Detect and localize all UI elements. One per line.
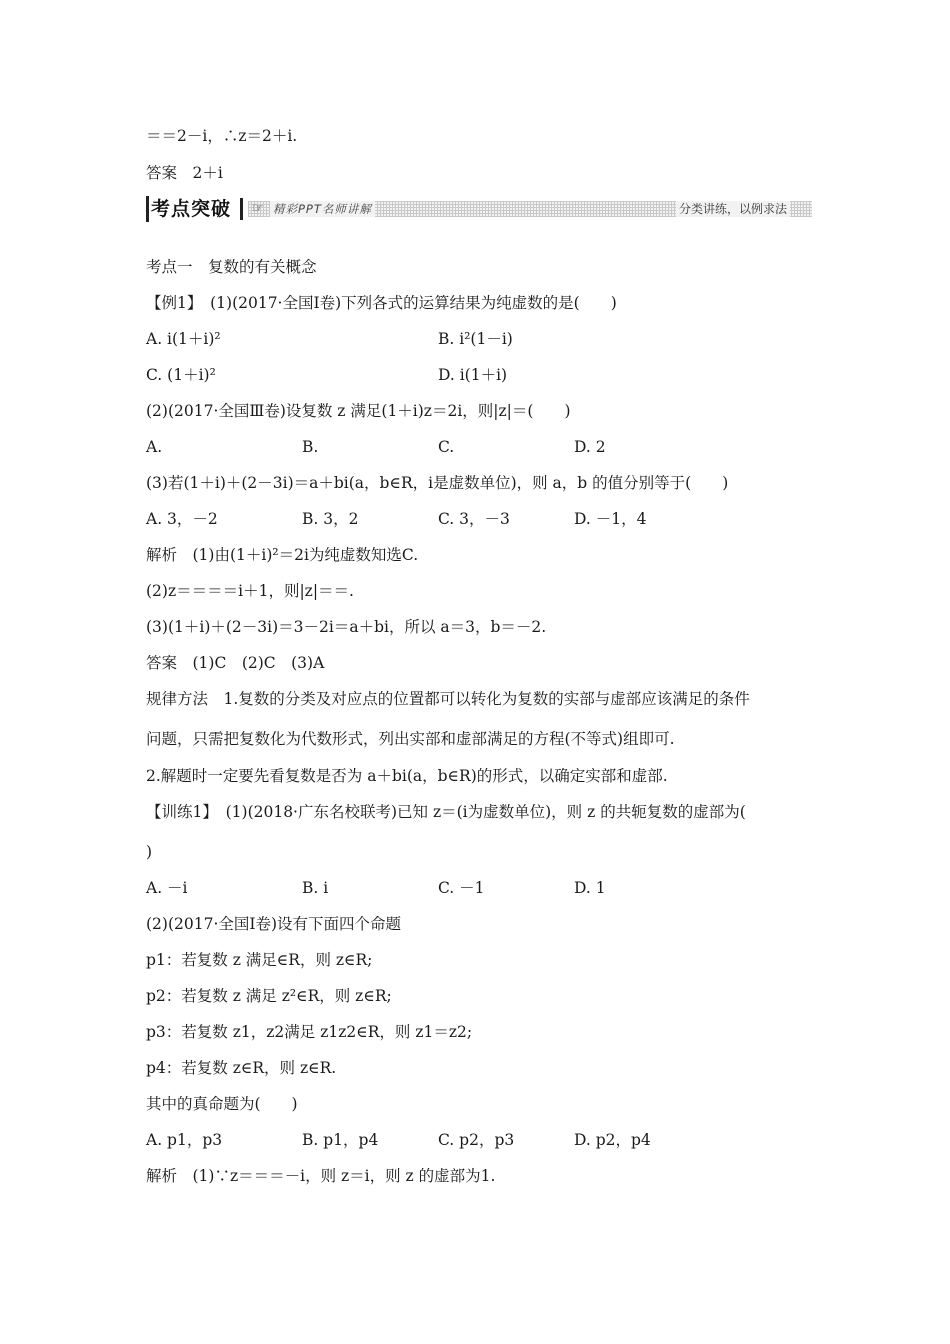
pointing-hand-icon: ☞ bbox=[252, 201, 264, 216]
option-d: D. i(1＋i) bbox=[438, 366, 508, 384]
solution-line: (2)z＝＝＝＝i＋1，则|z|＝＝. bbox=[146, 582, 354, 600]
option-d: D. p2，p4 bbox=[574, 1131, 651, 1149]
option-a: A. 3，－2 bbox=[146, 510, 218, 528]
option-c: C. 3，－3 bbox=[438, 510, 510, 528]
method-line: 规律方法 1.复数的分类及对应点的位置都可以转化为复数的实部与虚部应该满足的条件 bbox=[146, 690, 750, 708]
proposition-p1: p1：若复数 z 满足∈R，则 z∈R; bbox=[146, 951, 373, 969]
option-c: C. bbox=[438, 438, 455, 456]
option-b: B. bbox=[302, 438, 319, 456]
solution-line: ＝＝2－i，∴z＝2＋i. bbox=[146, 127, 298, 145]
option-a: A. bbox=[146, 438, 163, 456]
answer-line: 答案 2＋i bbox=[146, 164, 223, 182]
option-d: D. －1，4 bbox=[574, 510, 647, 528]
question-prompt: 其中的真命题为( ) bbox=[146, 1095, 298, 1113]
method-line: 2.解题时一定要先看复数是否为 a＋bi(a，b∈R)的形式，以确定实部和虚部. bbox=[146, 767, 668, 785]
option-c: C. p2，p3 bbox=[438, 1131, 515, 1149]
option-c: C. －1 bbox=[438, 879, 485, 897]
option-b: B. p1，p4 bbox=[302, 1131, 379, 1149]
proposition-p2: p2：若复数 z 满足 z²∈R，则 z∈R; bbox=[146, 987, 392, 1005]
solution-line: (3)(1＋i)＋(2－3i)＝3－2i＝a＋bi，所以 a＝3，b＝－2. bbox=[146, 618, 547, 636]
option-a: A. i(1＋i)² bbox=[146, 330, 221, 348]
proposition-p4: p4：若复数 z∈R，则 z∈R. bbox=[146, 1059, 337, 1077]
banner-divider bbox=[240, 198, 243, 220]
solution-line: 解析 (1)∵z＝＝＝－i，则 z＝i，则 z 的虚部为1. bbox=[146, 1167, 496, 1185]
training-1-question-1: 【训练1】 (1)(2018·广东名校联考)已知 z＝(i为虚数单位)，则 z 的共轭复数的虚部为( bbox=[146, 803, 746, 821]
section-banner bbox=[146, 196, 812, 224]
option-b: B. i bbox=[302, 879, 329, 897]
answer-line: 答案 (1)C (2)C (3)A bbox=[146, 654, 325, 672]
solution-line: 解析 (1)由(1＋i)²＝2i为纯虚数知选C. bbox=[146, 546, 419, 564]
option-d: D. 1 bbox=[574, 879, 606, 897]
option-d: D. 2 bbox=[574, 438, 606, 456]
proposition-p3: p3：若复数 z1，z2满足 z1z2∈R，则 z1＝z2; bbox=[146, 1023, 473, 1041]
option-b: B. 3，2 bbox=[302, 510, 359, 528]
banner-subtitle: 精彩PPT名师讲解 bbox=[270, 201, 375, 217]
example-1-question-3: (3)若(1＋i)＋(2－3i)＝a＋bi(a，b∈R，i是虚数单位)，则 a，b 的值分别等于( ) bbox=[146, 474, 729, 492]
option-a: A. p1，p3 bbox=[146, 1131, 223, 1149]
option-b: B. i²(1－i) bbox=[438, 330, 513, 348]
training-1-question-1-cont: ) bbox=[146, 843, 153, 861]
banner-right-text: 分类讲练，以例求法 bbox=[676, 201, 790, 217]
example-1-question-2: (2)(2017·全国Ⅲ卷)设复数 z 满足(1＋i)z＝2i，则|z|＝( ) bbox=[146, 402, 571, 420]
option-c: C. (1＋i)² bbox=[146, 366, 216, 384]
section-heading: 考点一 复数的有关概念 bbox=[146, 258, 317, 276]
training-1-question-2: (2)(2017·全国Ⅰ卷)设有下面四个命题 bbox=[146, 915, 402, 933]
method-line: 问题，只需把复数化为代数形式，列出实部和虚部满足的方程(不等式)组即可. bbox=[146, 730, 675, 748]
banner-title: 考点突破 bbox=[146, 196, 235, 222]
example-1-question-1: 【例1】 (1)(2017·全国Ⅰ卷)下列各式的运算结果为纯虚数的是( ) bbox=[146, 294, 617, 312]
option-a: A. －i bbox=[146, 879, 188, 897]
